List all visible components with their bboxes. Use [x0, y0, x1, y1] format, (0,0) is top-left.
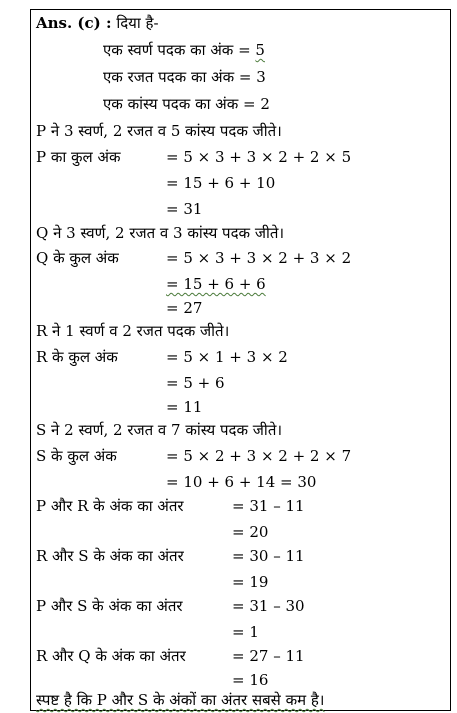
statement-q: Q ने 3 स्वर्ण, 2 रजत व 3 कांस्य पदक जीते। — [36, 224, 285, 242]
given-gold-text: एक स्वर्ण पदक का अंक = — [103, 41, 256, 59]
given-gold — [103, 39, 265, 61]
total-p-step3: = 31 — [166, 200, 203, 218]
total-q-step2-text: = 15 + 6 + 6 — [166, 275, 266, 293]
total-s-step1: = 5 × 2 + 3 × 2 + 2 × 7 — [166, 447, 352, 465]
answer-header — [36, 12, 159, 34]
statement-p: P ने 3 स्वर्ण, 2 रजत व 5 कांस्य पदक जीते। — [36, 122, 282, 140]
diff-rs-label: R और S के अंक का अंतर — [36, 547, 184, 565]
total-p-step1: = 5 × 3 + 3 × 2 + 2 × 5 — [166, 148, 352, 166]
total-q-step3: = 27 — [166, 299, 203, 317]
total-p-step2: = 15 + 6 + 10 — [166, 174, 276, 192]
diff-rs-step2: = 19 — [232, 573, 269, 591]
diff-ps-label: P और S के अंक का अंतर — [36, 597, 183, 615]
given-silver: एक रजत पदक का अंक = 3 — [103, 68, 266, 86]
conclusion — [36, 689, 324, 711]
diff-pr-label: P और R के अंक का अंतर — [36, 497, 184, 515]
total-s-label: S के कुल अंक — [36, 447, 117, 465]
total-r-step3: = 11 — [166, 398, 203, 416]
given-bronze: एक कांस्य पदक का अंक = 2 — [103, 95, 270, 113]
total-r-step1: = 5 × 1 + 3 × 2 — [166, 348, 288, 366]
answer-prefix: Ans. (c) : — [36, 14, 112, 32]
diff-pr-step1: = 31 – 11 — [232, 497, 305, 515]
conclusion-text: स्पष्ट है कि P और S के अंकों का अंतर सबसे कम है। — [36, 691, 325, 709]
statement-s: S ने 2 स्वर्ण, 2 रजत व 7 कांस्य पदक जीते। — [36, 421, 283, 439]
diff-pr-step2: = 20 — [232, 523, 269, 541]
given-gold-value: 5 — [255, 41, 265, 59]
total-r-label: R के कुल अंक — [36, 348, 118, 366]
diff-rq-step2: = 16 — [232, 671, 269, 689]
diff-rq-step1: = 27 – 11 — [232, 647, 305, 665]
diff-ps-step1: = 31 – 30 — [232, 597, 305, 615]
diff-rs-step1: = 30 – 11 — [232, 547, 305, 565]
total-q-step1: = 5 × 3 + 3 × 2 + 3 × 2 — [166, 249, 352, 267]
total-q-step2 — [166, 273, 266, 295]
total-s-step2: = 10 + 6 + 14 = 30 — [166, 473, 317, 491]
diff-rq-label: R और Q के अंक का अंतर — [36, 647, 186, 665]
given-heading: दिया है- — [116, 14, 159, 32]
total-p-label: P का कुल अंक — [36, 148, 121, 166]
diff-ps-step2: = 1 — [232, 623, 259, 641]
statement-r: R ने 1 स्वर्ण व 2 रजत पदक जीते। — [36, 322, 230, 340]
total-q-label: Q के कुल अंक — [36, 249, 119, 267]
total-r-step2: = 5 + 6 — [166, 374, 225, 392]
answer-box — [30, 9, 451, 711]
